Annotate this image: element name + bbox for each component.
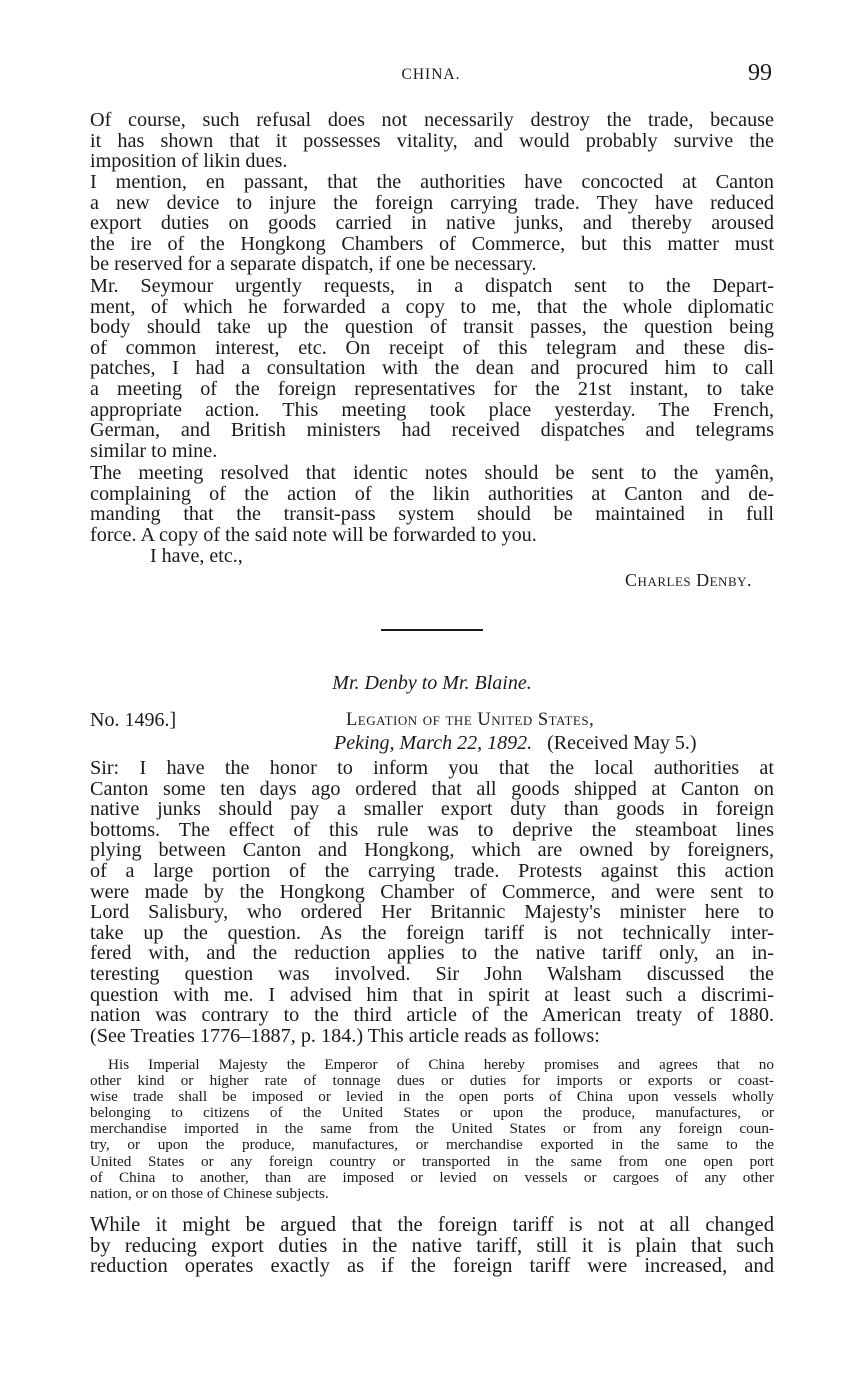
- text-line: [90, 151, 774, 172]
- text-line: were made by the Hongkong Chamber of Commerce, and were sent to: [90, 880, 774, 903]
- text-line: complaining of the action of the likin authorities at Canton and de-: [90, 482, 774, 505]
- letter-heading: Mr. Denby to Mr. Blaine.: [332, 672, 532, 694]
- paragraph-3: [90, 276, 774, 461]
- text-line: While it might be argued that the foreign tariff is not at all changed: [90, 1214, 774, 1236]
- text-line: body should take up the question of transit passes, the question being: [90, 316, 774, 339]
- closing-paragraph: [90, 1215, 774, 1277]
- text-line: of a large portion of the carrying trade. Protests against this action: [90, 859, 774, 882]
- legation-line: Legation of the United States,: [346, 710, 595, 730]
- text-line: patches, I had a consultation with the dean and procured him to call: [90, 357, 774, 380]
- text-line: similar to mine.: [90, 439, 218, 462]
- text-line: a new device to injure the foreign carrying trade. They have reduced: [90, 191, 774, 214]
- text-line: manding that the transit-pass system should be maintained in full: [90, 503, 774, 526]
- text-line: teresting question was involved. Sir John Walsham discussed the: [90, 962, 774, 985]
- paragraph-2: [90, 172, 774, 275]
- closing-salutation: I have, etc.,: [150, 545, 243, 567]
- section-divider: [381, 629, 483, 631]
- signature: Charles Denby.: [625, 570, 752, 590]
- text-line: be reserved for a separate dispatch, if one be necessary.: [90, 253, 537, 276]
- text-line: Of course, such refusal does not necessarily destroy the trade, because: [90, 109, 774, 131]
- text-line: plying between Canton and Hongkong, which are owned by foreigners,: [90, 839, 774, 862]
- quote-line: try, or upon the produce, manufactures, or merchandise exported in the same to the: [90, 1136, 774, 1154]
- quote-line: wise trade shall be imposed or levied in the open ports of China upon vessels wholly: [90, 1088, 774, 1106]
- text-line: by reducing export duties in the native tariff, still it is plain that such: [90, 1234, 774, 1257]
- text-line: The meeting resolved that identic notes should be sent to the yamên,: [90, 462, 774, 484]
- running-header: [90, 62, 772, 90]
- quote-line: United States or any foreign country or transported in the same from one open port: [90, 1152, 774, 1170]
- text-line: question with me. I advised him that in spirit at least such a discrimi-: [90, 983, 774, 1006]
- received-date: (Received May 5.): [547, 732, 697, 754]
- quote-line: belonging to citizens of the United States or upon the produce, manufactures, or: [90, 1104, 774, 1122]
- text-line: bottoms. The effect of this rule was to deprive the steamboat lines: [90, 818, 774, 841]
- text-line: ment, of which he forwarded a copy to me, that the whole diplomatic: [90, 295, 774, 318]
- text-line: nation was contrary to the third article of the American treaty of 1880.: [90, 1004, 774, 1027]
- text-line: (See Treaties 1776–1887, p. 184.) This article reads as follows:: [90, 1024, 600, 1047]
- text-line: German, and British ministers had received dispatches and telegrams: [90, 419, 774, 442]
- quote-line: nation, or on those of Chinese subjects.: [90, 1184, 329, 1202]
- text-line: a meeting of the foreign representatives for the 21st instant, to take: [90, 377, 774, 400]
- letter-body: [90, 758, 774, 1046]
- treaty-quotation: [90, 1057, 774, 1202]
- text-line: take up the question. As the foreign tariff is not technically inter-: [90, 921, 774, 944]
- place-date-line: [334, 732, 697, 754]
- place-date: Peking, March 22, 1892.: [334, 732, 533, 754]
- quote-line: of China to another, than are imposed or levied on vessels or cargoes of any other: [90, 1168, 774, 1186]
- text-line: Lord Salisbury, who ordered Her Britannic Majesty's minister here to: [90, 901, 774, 924]
- dispatch-number: No. 1496.]: [90, 709, 177, 731]
- text-line: Sir: I have the honor to inform you that the local authorities at: [90, 757, 774, 779]
- paragraph-1: [90, 110, 774, 172]
- text-line: it has shown that it possesses vitality, and would probably survive the: [90, 129, 774, 152]
- text-line: Canton some ten days ago ordered that all goods shipped at Canton on: [90, 777, 774, 800]
- paragraph-4: [90, 463, 774, 545]
- quote-line: His Imperial Majesty the Emperor of China hereby promises and agrees that no: [108, 1056, 774, 1073]
- text-line: Mr. Seymour urgently requests, in a dispatch sent to the Depart-: [90, 275, 774, 297]
- text-line: of common interest, etc. On receipt of this telegram and these dis-: [90, 336, 774, 359]
- text-line: appropriate action. This meeting took place yesterday. The French,: [90, 398, 774, 421]
- quote-line: other kind or higher rate of tonnage dues or duties for imports or exports or coast-: [90, 1072, 774, 1090]
- page-number: 99: [748, 60, 772, 86]
- text-line: fered with, and the reduction applies to the native tariff only, an in-: [90, 942, 774, 965]
- text-line: force. A copy of the said note will be forwarded to you.: [90, 523, 537, 546]
- text-line: native junks should pay a smaller export duty than goods in foreign: [90, 798, 774, 821]
- text-line: export duties on goods carried in native junks, and thereby aroused: [90, 212, 774, 235]
- text-line: imposition of likin dues.: [90, 150, 288, 173]
- text-line: reduction operates exactly as if the foreign tariff were increased, and: [90, 1255, 774, 1278]
- quote-line: merchandise imported in the same from the United States or from any foreign coun-: [90, 1120, 774, 1138]
- text-line: I mention, en passant, that the authorities have concocted at Canton: [90, 171, 774, 193]
- running-title: CHINA.: [401, 66, 461, 83]
- text-line: the ire of the Hongkong Chambers of Commerce, but this matter must: [90, 232, 774, 255]
